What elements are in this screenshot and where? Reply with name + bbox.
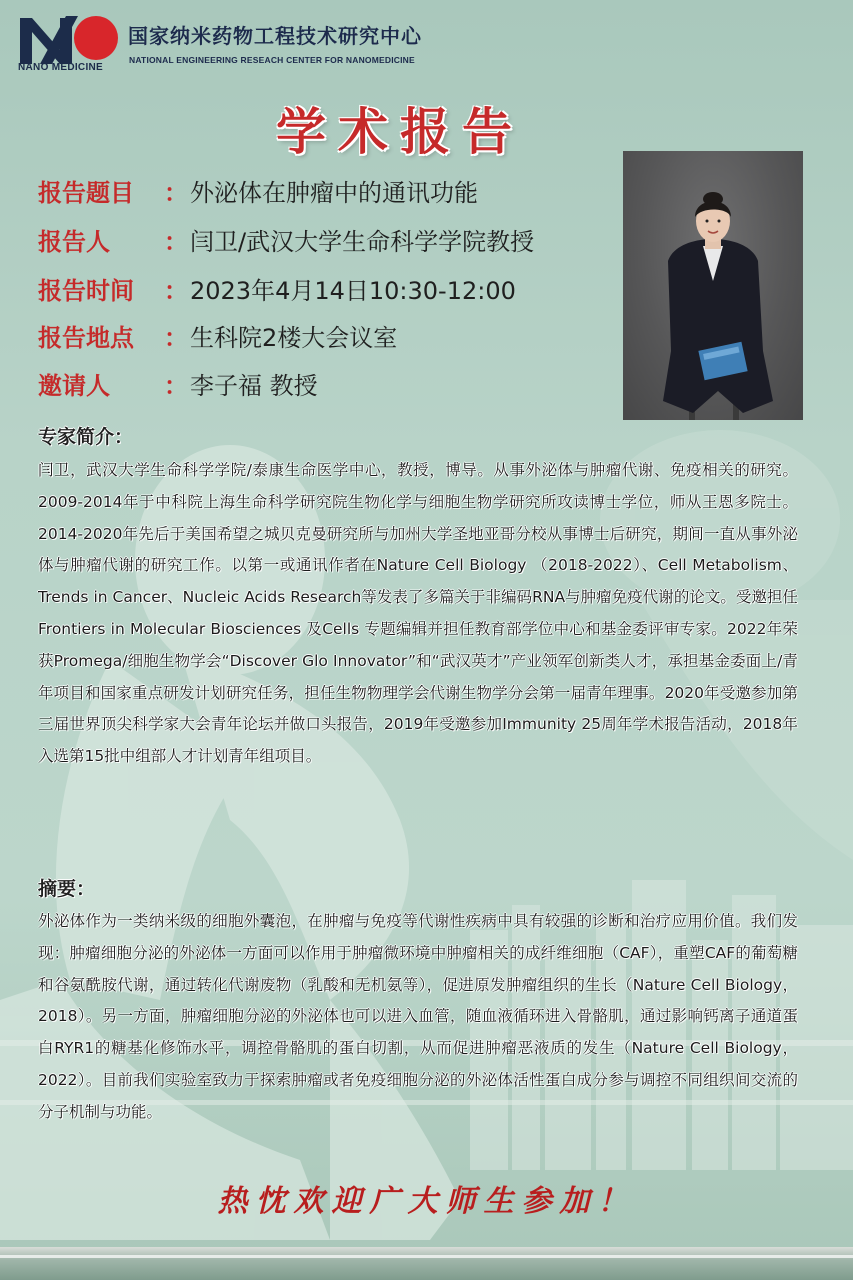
info-value: 李子福 教授 [190,372,318,400]
logo-caption: NANO MEDICINE [18,62,104,73]
closing-invitation: 热忱欢迎广大师生参加！ [217,1184,636,1219]
info-colon: ： [164,324,188,352]
info-label: 邀请人 [38,372,110,400]
info-row-speaker [38,222,534,257]
org-name-en: NATIONAL ENGINEERING RESEACH CENTER FOR NANOMEDICINE [129,55,415,65]
speaker-portrait-icon [623,151,803,420]
page-title: 学术报告 [276,102,524,161]
info-colon: ： [164,277,188,305]
info-row-topic [38,173,478,208]
speaker-photo [623,151,803,420]
bio-heading: 专家简介： [38,426,134,448]
bio-paragraph: 闫卫，武汉大学生命科学学院/泰康生命医学中心，教授，博导。从事外泌体与肿瘤代谢、免疫相关的研究。2009-2014年于中科院上海生命科学研究院生物化学与细胞生物学研究所攻读博士学位，师从王恩多院士。2014-2020年先后于美国希望之城贝克曼研究所与加州大学圣地亚哥分校从事博士后研究，期间一直从事外泌体与肿瘤代谢的研究工作。以第一或通讯作者在Nature Cell Biology （2018-2022）、Cell Metabolism、Trends in Cancer、Nucleic Acids Research等发表了多篇关于非编码RNA与肿瘤免疫代谢的论文。受邀担任Frontiers in Molecular Biosciences 及Cells 专题编辑并担任教育部学位中心和基金委评审专家。2022年荣获Promega/细胞生物学会“Discover Glo Innovator”和“武汉英才”产业领军创新类人才，承担基金委面上/青年项目和国家重点研发计划研究任务，担任生物物理学会代谢生物学分会第一届青年理事。2020年受邀参加第三届世界顶尖科学家大会青年论坛并做口头报告，2019年受邀参加Immunity 25周年学术报告活动，2018年入选第15批中组部人才计划青年组项目。 [38,461,798,766]
bottom-band [0,1247,853,1280]
info-colon: ： [164,372,188,400]
info-value: 2023年4月14日10:30-12:00 [190,277,516,305]
abstract-paragraph: 外泌体作为一类纳米级的细胞外囊泡，在肿瘤与免疫等代谢性疾病中具有较强的诊断和治疗应用价值。我们发现：肿瘤细胞分泌的外泌体一方面可以作用于肿瘤微环境中肿瘤相关的成纤维细胞（CAF），重塑CAF的葡萄糖和谷氨酰胺代谢，通过转化代谢废物（乳酸和无机氨等），促进原发肿瘤组织的生长（Nature Cell Biology，2018）。另一方面，肿瘤细胞分泌的外泌体也可以进入血管，随血液循环进入骨骼肌，通过影响钙离子通道蛋白RYR1的糖基化修饰水平，调控骨骼肌的蛋白切割，从而促进肿瘤恶液质的发生（Nature Cell Biology，2022）。目前我们实验室致力于探索肿瘤或者免疫细胞分泌的外泌体活性蛋白成分参与调控不同组织间交流的分子机制与功能。 [38,912,798,1121]
info-colon: ： [164,228,188,256]
info-value: 闫卫/武汉大学生命科学学院教授 [190,228,535,256]
info-colon: ： [164,179,188,207]
info-row-host [38,366,318,401]
info-value: 生科院2楼大会议室 [190,324,398,352]
info-label: 报告时间 [38,277,134,305]
org-name-cn: 国家纳米药物工程技术研究中心 [128,24,422,48]
info-row-venue [38,318,397,353]
info-value: 外泌体在肿瘤中的通讯功能 [190,179,478,207]
nano-medicine-logo-icon [18,14,118,66]
info-label: 报告题目 [38,179,134,207]
info-row-time [38,271,516,306]
info-label: 报告人 [38,228,110,256]
abstract-heading: 摘要： [38,878,96,900]
info-label: 报告地点 [38,324,134,352]
